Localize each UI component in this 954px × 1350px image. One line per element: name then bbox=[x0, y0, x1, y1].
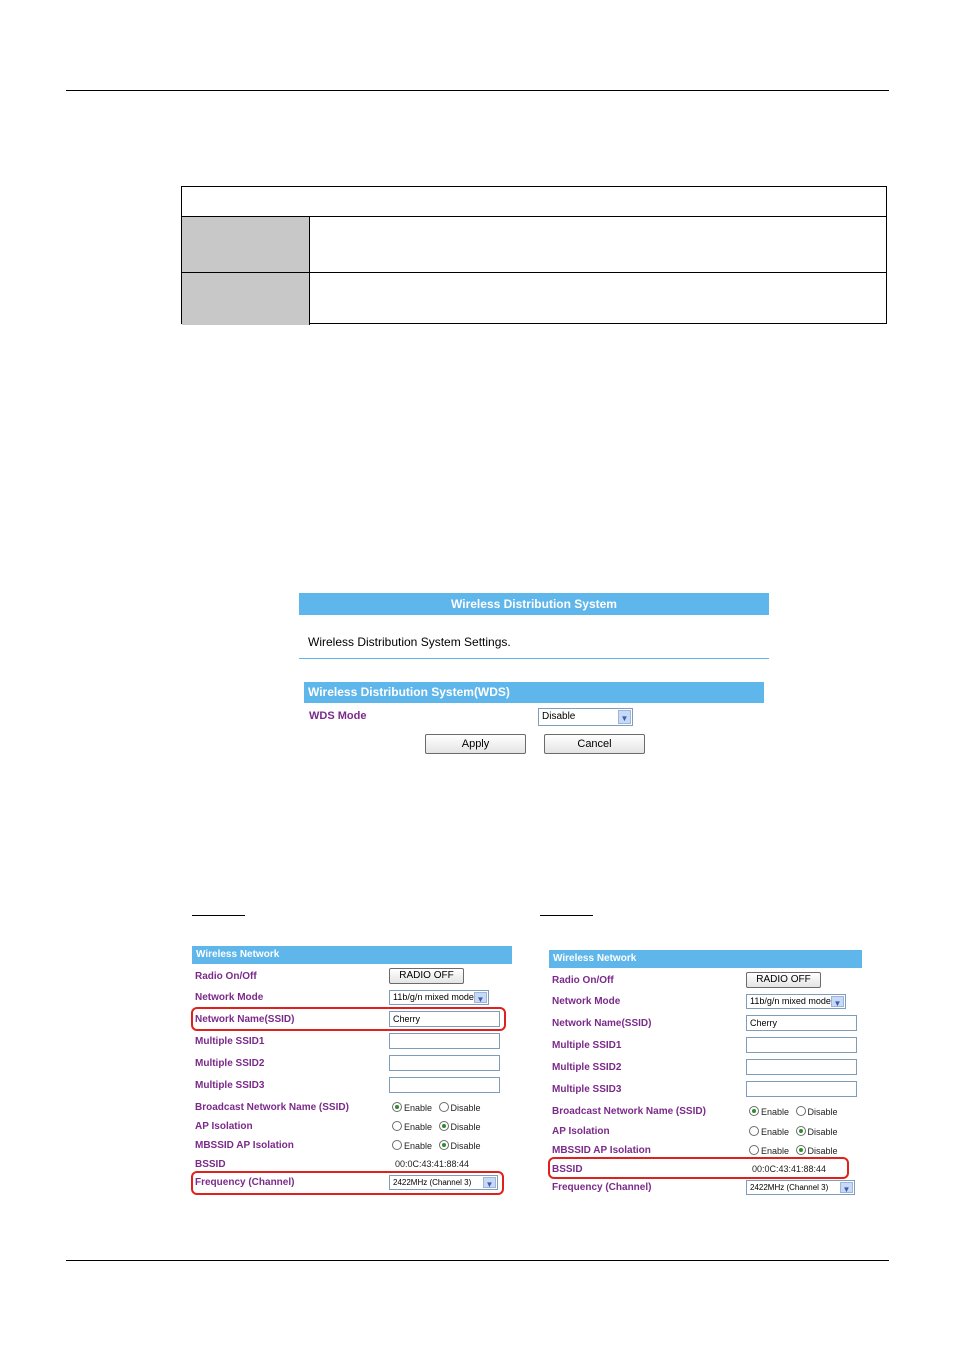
multiple-ssid3-input[interactable] bbox=[746, 1081, 857, 1097]
bssid-highlight bbox=[548, 1157, 849, 1179]
multiple-ssid1-input[interactable] bbox=[746, 1037, 857, 1053]
mbssid-disable-radio[interactable] bbox=[439, 1140, 449, 1150]
network-mode-select[interactable] bbox=[389, 990, 489, 1005]
disable-label: Disable bbox=[807, 1127, 838, 1137]
radio-onoff-label: Radio On/Off bbox=[195, 971, 257, 982]
wds-header: Wireless Distribution System bbox=[299, 593, 769, 615]
broadcast-disable-radio[interactable] bbox=[796, 1106, 806, 1116]
right-wireless-panel bbox=[549, 950, 862, 1200]
frequency-highlight bbox=[191, 1171, 504, 1195]
multiple-ssid3-input[interactable] bbox=[389, 1077, 500, 1093]
multiple-ssid3-label: Multiple SSID3 bbox=[195, 1080, 265, 1091]
enable-label: Enable bbox=[761, 1146, 790, 1156]
chevron-down-icon: ▼ bbox=[831, 996, 844, 1007]
bssid-value: 00:0C:43:41:88:44 bbox=[395, 1159, 470, 1169]
network-mode-value: 11b/g/n mixed mode bbox=[750, 996, 831, 1006]
ap-isolation-radio-group bbox=[392, 1121, 481, 1132]
enable-label: Enable bbox=[404, 1141, 433, 1151]
frequency-value: 2422MHz (Channel 3) bbox=[750, 1183, 829, 1192]
bottom-rule bbox=[66, 1260, 889, 1261]
wds-mode-value: Disable bbox=[542, 711, 576, 722]
mbssid-isolation-label: MBSSID AP Isolation bbox=[195, 1140, 294, 1151]
wds-mode-select[interactable] bbox=[538, 708, 633, 726]
broadcast-enable-radio[interactable] bbox=[392, 1102, 402, 1112]
multiple-ssid2-input[interactable] bbox=[389, 1055, 500, 1071]
broadcast-ssid-label: Broadcast Network Name (SSID) bbox=[552, 1106, 706, 1117]
ssid-input[interactable]: Cherry bbox=[389, 1011, 500, 1027]
ssid-label: Network Name(SSID) bbox=[195, 1014, 295, 1025]
mbssid-isolation-radio-group bbox=[392, 1140, 481, 1151]
frequency-select[interactable] bbox=[746, 1180, 855, 1195]
top-rule bbox=[66, 90, 889, 91]
bssid-label: BSSID bbox=[195, 1159, 226, 1170]
chevron-down-icon: ▼ bbox=[618, 710, 631, 724]
apiso-disable-radio[interactable] bbox=[439, 1121, 449, 1131]
enable-label: Enable bbox=[761, 1127, 790, 1137]
mbssid-isolation-radio-group bbox=[749, 1145, 838, 1156]
apiso-disable-radio[interactable] bbox=[796, 1126, 806, 1136]
left-panel-header: Wireless Network bbox=[192, 946, 512, 964]
table-row-header-cell bbox=[182, 217, 310, 273]
enable-label: Enable bbox=[404, 1103, 433, 1113]
disable-label: Disable bbox=[450, 1141, 481, 1151]
ssid-highlight bbox=[191, 1007, 506, 1031]
wds-panel bbox=[299, 593, 769, 763]
disable-label: Disable bbox=[450, 1122, 481, 1132]
apiso-enable-radio[interactable] bbox=[392, 1121, 402, 1131]
network-mode-label: Network Mode bbox=[552, 996, 621, 1007]
frequency-label: Frequency (Channel) bbox=[552, 1182, 652, 1193]
chevron-down-icon: ▼ bbox=[474, 992, 487, 1003]
right-caption-underline bbox=[540, 915, 593, 916]
disable-label: Disable bbox=[450, 1103, 481, 1113]
table-row bbox=[182, 272, 886, 325]
table-row bbox=[182, 216, 886, 273]
broadcast-enable-radio[interactable] bbox=[749, 1106, 759, 1116]
broadcast-ssid-radio-group bbox=[392, 1102, 481, 1113]
mbssid-disable-radio[interactable] bbox=[796, 1145, 806, 1155]
wds-mode-label: WDS Mode bbox=[309, 710, 367, 722]
disable-label: Disable bbox=[807, 1146, 838, 1156]
apply-button[interactable]: Apply bbox=[425, 734, 526, 754]
right-panel-header: Wireless Network bbox=[549, 950, 862, 968]
table-row-header-cell bbox=[182, 273, 310, 325]
radio-onoff-label: Radio On/Off bbox=[552, 975, 614, 986]
network-mode-value: 11b/g/n mixed mode bbox=[393, 992, 474, 1002]
multiple-ssid1-input[interactable] bbox=[389, 1033, 500, 1049]
mbssid-enable-radio[interactable] bbox=[392, 1140, 402, 1150]
broadcast-ssid-label: Broadcast Network Name (SSID) bbox=[195, 1102, 349, 1113]
multiple-ssid2-label: Multiple SSID2 bbox=[195, 1058, 265, 1069]
frequency-value: 2422MHz (Channel 3) bbox=[393, 1178, 472, 1187]
radio-off-button[interactable]: RADIO OFF bbox=[389, 968, 464, 984]
left-caption-underline bbox=[192, 915, 245, 916]
ap-isolation-label: AP Isolation bbox=[195, 1121, 253, 1132]
frequency-label: Frequency (Channel) bbox=[195, 1177, 295, 1188]
multiple-ssid3-label: Multiple SSID3 bbox=[552, 1084, 622, 1095]
radio-off-button[interactable]: RADIO OFF bbox=[746, 972, 821, 988]
wds-section-title: Wireless Distribution System(WDS) bbox=[304, 682, 764, 703]
network-mode-select[interactable] bbox=[746, 994, 846, 1009]
left-wireless-panel bbox=[192, 946, 512, 1196]
wds-subtitle: Wireless Distribution System Settings. bbox=[308, 635, 511, 649]
multiple-ssid1-label: Multiple SSID1 bbox=[195, 1036, 265, 1047]
ap-isolation-radio-group bbox=[749, 1126, 838, 1137]
apiso-enable-radio[interactable] bbox=[749, 1126, 759, 1136]
ssid-input[interactable]: Cherry bbox=[746, 1015, 857, 1031]
network-mode-label: Network Mode bbox=[195, 992, 264, 1003]
wds-divider bbox=[299, 658, 769, 659]
bssid-value: 00:0C:43:41:88:44 bbox=[752, 1164, 827, 1174]
enable-label: Enable bbox=[404, 1122, 433, 1132]
ssid-label: Network Name(SSID) bbox=[552, 1018, 652, 1029]
chevron-down-icon: ▼ bbox=[483, 1177, 496, 1188]
mbssid-isolation-label: MBSSID AP Isolation bbox=[552, 1145, 651, 1156]
cancel-button[interactable]: Cancel bbox=[544, 734, 645, 754]
chevron-down-icon: ▼ bbox=[840, 1182, 853, 1193]
parameter-table bbox=[181, 186, 887, 324]
multiple-ssid2-label: Multiple SSID2 bbox=[552, 1062, 622, 1073]
disable-label: Disable bbox=[807, 1107, 838, 1117]
enable-label: Enable bbox=[761, 1107, 790, 1117]
bssid-label: BSSID bbox=[552, 1164, 583, 1175]
multiple-ssid1-label: Multiple SSID1 bbox=[552, 1040, 622, 1051]
broadcast-ssid-radio-group bbox=[749, 1106, 838, 1117]
ap-isolation-label: AP Isolation bbox=[552, 1126, 610, 1137]
mbssid-enable-radio[interactable] bbox=[749, 1145, 759, 1155]
broadcast-disable-radio[interactable] bbox=[439, 1102, 449, 1112]
multiple-ssid2-input[interactable] bbox=[746, 1059, 857, 1075]
